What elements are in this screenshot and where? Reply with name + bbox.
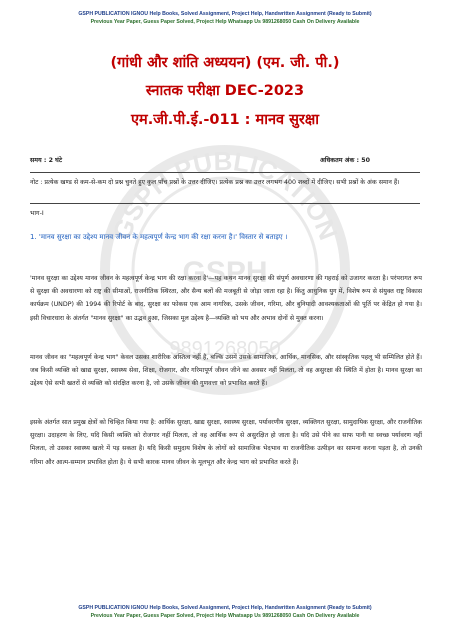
exam-title: स्नातक परीक्षा DEC-2023 bbox=[145, 83, 305, 99]
footer-line-2: Previous Year Paper, Guess Paper Solved, Project Help Whatsapp Us 9891268050 Cash On Delivery Available bbox=[90, 613, 360, 619]
watermark-center-text: GSPH bbox=[182, 256, 268, 289]
section-heading: भाग-I bbox=[30, 210, 44, 217]
divider-bottom bbox=[30, 203, 420, 204]
page-header bbox=[0, 10, 450, 26]
question-1: 1. 'मानव सुरक्षा का उद्देश्य मानव जीवन के महत्वपूर्ण केन्द्र भाग की रक्षा करना है।' विस्तार से बताइए । bbox=[30, 233, 288, 241]
exam-time: समय : 2 घंटे bbox=[30, 157, 63, 164]
divider-top bbox=[30, 172, 420, 173]
watermark-phone: 9891268050 bbox=[169, 338, 281, 360]
answer-paragraph: मानव जीवन का "महत्वपूर्ण केन्द्र भाग" केवल उसका शारीरिक अस्तित्व नहीं है, बल्कि उसमें उसके सामाजिक, आर्थिक, मानसिक, और सांस्कृतिक पहलू भी सम्मिलित होते हैं। जब किसी व्यक्ति को खाद्य सुरक्षा, स्वास्थ्य सेवा, शिक्षा, रोजगार, और गरिमापूर्ण जीवन जीने का अवसर नहीं मिलता, तो वह असुरक्षा की स्थिति में होता है। मानव सुरक्षा का उद्देश्य ऐसे सभी खतरों से व्यक्ति को संरक्षित करना है, जो उसके जीवन की गुणवत्ता को प्रभावित करते हैं। bbox=[30, 354, 422, 388]
answer-paragraph: 'मानव सुरक्षा का उद्देश्य मानव जीवन के महत्वपूर्ण केन्द्र भाग की रक्षा करना है'—यह कथन मानव सुरक्षा की संपूर्ण अवधारणा की गहराई को उजागर करता है। परंपरागत रूप से सुरक्षा की अवधारणा को राष्ट्र की सीमाओं, राजनीतिक स्थिरता, और सैन्य बलों की मजबूती से जोड़ा जाता रहा है। किंतु आधुनिक युग में, विशेष रूप से संयुक्त राष्ट्र विकास कार्यक्रम (UNDP) की 1994 की रिपोर्ट के बाद, सुरक्षा का फोकस एक आम नागरिक, उसके जीवन, गरिमा, और बुनियादी आवश्यकताओं की पूर्ति पर केंद्रित हो गया है। इसी विचारधारा के अंतर्गत "मानव सुरक्षा" का उद्भव हुआ, जिसका मूल उद्देश्य है—व्यक्ति को भय और अभाव दोनों से मुक्त करना। bbox=[30, 275, 422, 322]
answer-paragraph: इसके अंतर्गत सात प्रमुख क्षेत्रों को चिन्हित किया गया है: आर्थिक सुरक्षा, खाद्य सुरक्षा, स्वास्थ्य सुरक्षा, पर्यावरणीय सुरक्षा, व्यक्तिगत सुरक्षा, सामुदायिक सुरक्षा, और राजनीतिक सुरक्षा। उदाहरण के लिए, यदि किसी व्यक्ति को रोजगार नहीं मिलता, तो वह आर्थिक रूप से असुरक्षित हो जाता है। यदि उसे पीने का साफ पानी या स्वच्छ पर्यावरण नहीं मिलता, तो उसका स्वास्थ्य खतरे में पड़ सकता है। यदि किसी समुदाय विशेष के लोगों को सामाजिक भेदभाव या राजनीतिक उत्पीड़न का सामना करना पड़ता है, तो उनकी गरिमा और आत्म-सम्मान प्रभावित होता है। ये सभी कारक मानव जीवन के मूलभूत और केन्द्र भाग को प्रभावित करते हैं। bbox=[30, 419, 422, 466]
footer-line-1: GSPH PUBLICATION IGNOU Help Books, Solved Assignment, Project Help, Handwritten Assignment (Ready to Submit) bbox=[78, 605, 372, 611]
exam-meta bbox=[30, 155, 422, 164]
max-marks: अधिकतम अंक : 50 bbox=[319, 157, 370, 164]
paper-title: (गांधी और शांति अध्ययन) (एम. जी. पी.) bbox=[110, 55, 340, 71]
instructions-note: नोट : प्रत्येक खण्ड से कम-से-कम दो प्रश्न चुनते हुए कुल पाँच प्रश्नों के उत्तर दीजिए। प्रत्येक प्रश्न का उत्तर लगभग 400 शब्दों में दीजिए। सभी प्रश्नों के अंक समान हैं। bbox=[30, 179, 400, 186]
header-line-2: Previous Year Paper, Guess Paper Solved, Project Help Whatsapp Us 9891268050 Cash On Delivery Available bbox=[90, 19, 360, 25]
header-line-1: GSPH PUBLICATION IGNOU Help Books, Solved Assignment, Project Help, Handwritten Assignment (Ready to Submit) bbox=[78, 11, 372, 17]
course-title: एम.जी.पी.ई.-011 : मानव सुरक्षा bbox=[131, 112, 319, 128]
page-footer bbox=[0, 604, 450, 620]
watermark-top-text: GSPH PUBLICATION bbox=[106, 145, 344, 244]
